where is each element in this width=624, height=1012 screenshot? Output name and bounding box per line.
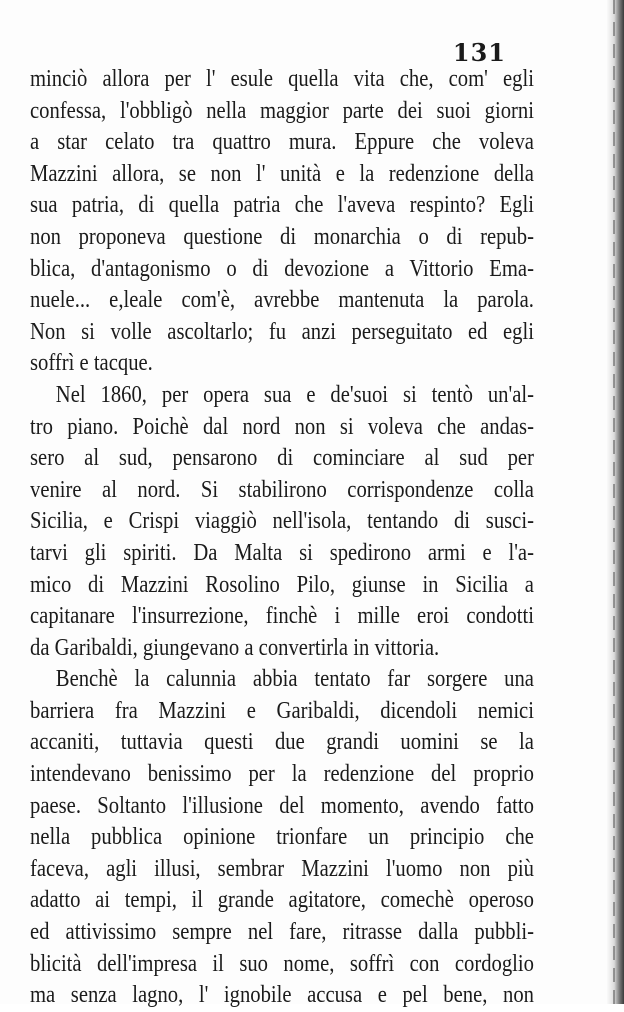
text-line: ma senza lagno, l' ignobile accusa e pel bene, non: [30, 982, 534, 1009]
text-line: soffrì e tacque.: [30, 350, 153, 377]
text-line: a star celato tra quattro mura. Eppure che voleva: [30, 129, 534, 156]
text-line: Nel 1860, per opera sua e de'suoi si tentò un'al-: [55, 381, 534, 408]
text-line: non proponeva questione di monarchia o di repub-: [30, 223, 534, 250]
text-line: Non si volle ascoltarlo; fu anzi perseguitato ed egli: [30, 318, 534, 345]
text-line: paese. Soltanto l'illusione del momento, avendo fatto: [30, 792, 534, 819]
text-line: mico di Mazzini Rosolino Pilo, giunse in Sicilia a: [30, 571, 534, 598]
text-line: sero al sud, pensarono di cominciare al sud per: [30, 445, 534, 472]
text-line: barriera fra Mazzini e Garibaldi, dicendoli nemici: [30, 697, 534, 724]
text-line: tarvi gli spiriti. Da Malta si spedirono armi e l'a-: [30, 539, 534, 566]
text-line: blica, d'antagonismo o di devozione a Vittorio Ema-: [30, 255, 534, 282]
text-line: minciò allora per l' esule quella vita che, com' egli: [30, 66, 534, 92]
text-line: intendevano benissimo per la redenzione del proprio: [30, 761, 534, 788]
text-line: accaniti, tuttavia questi due grandi uomini se la: [30, 729, 534, 756]
text-line: sua patria, di quella patria che l'aveva respinto? Egli: [30, 192, 534, 219]
text-line: da Garibaldi, giungevano a convertirla in vittoria.: [30, 634, 440, 661]
text-line: venire al nord. Si stabilirono corrispondenze colla: [30, 476, 534, 503]
text-line: Sicilia, e Crispi viaggiò nell'isola, tentando di susci-: [30, 508, 534, 535]
text-line: ed attivissimo sempre nel fare, ritrasse dalla pubbli-: [30, 919, 534, 946]
body-text: [30, 64, 534, 1012]
text-line: faceva, agli illusi, sembrar Mazzini l'uomo non più: [30, 855, 534, 882]
text-line: tro piano. Poichè dal nord non si voleva che andas-: [30, 413, 534, 440]
text-line: Benchè la calunnia abbia tentato far sorgere una: [55, 666, 534, 693]
text-line: confessa, l'obbligò nella maggior parte dei suoi giorni: [30, 97, 534, 124]
text-line: nuele... e,leale com'è, avrebbe mantenuta la parola.: [30, 287, 534, 314]
text-line: blicità dell'impresa il suo nome, soffrì con cordoglio: [30, 950, 534, 977]
page-binding-edge: [606, 0, 624, 1004]
text-line: capitanare l'insurrezione, finchè i mille eroi condotti: [30, 603, 534, 630]
page-number: 131: [452, 38, 506, 67]
text-line: Mazzini allora, se non l' unità e la redenzione della: [30, 160, 534, 187]
text-line: nella pubblica opinione trionfare un principio che: [30, 824, 534, 851]
text-line: adatto ai tempi, il grande agitatore, comechè operoso: [30, 887, 534, 914]
